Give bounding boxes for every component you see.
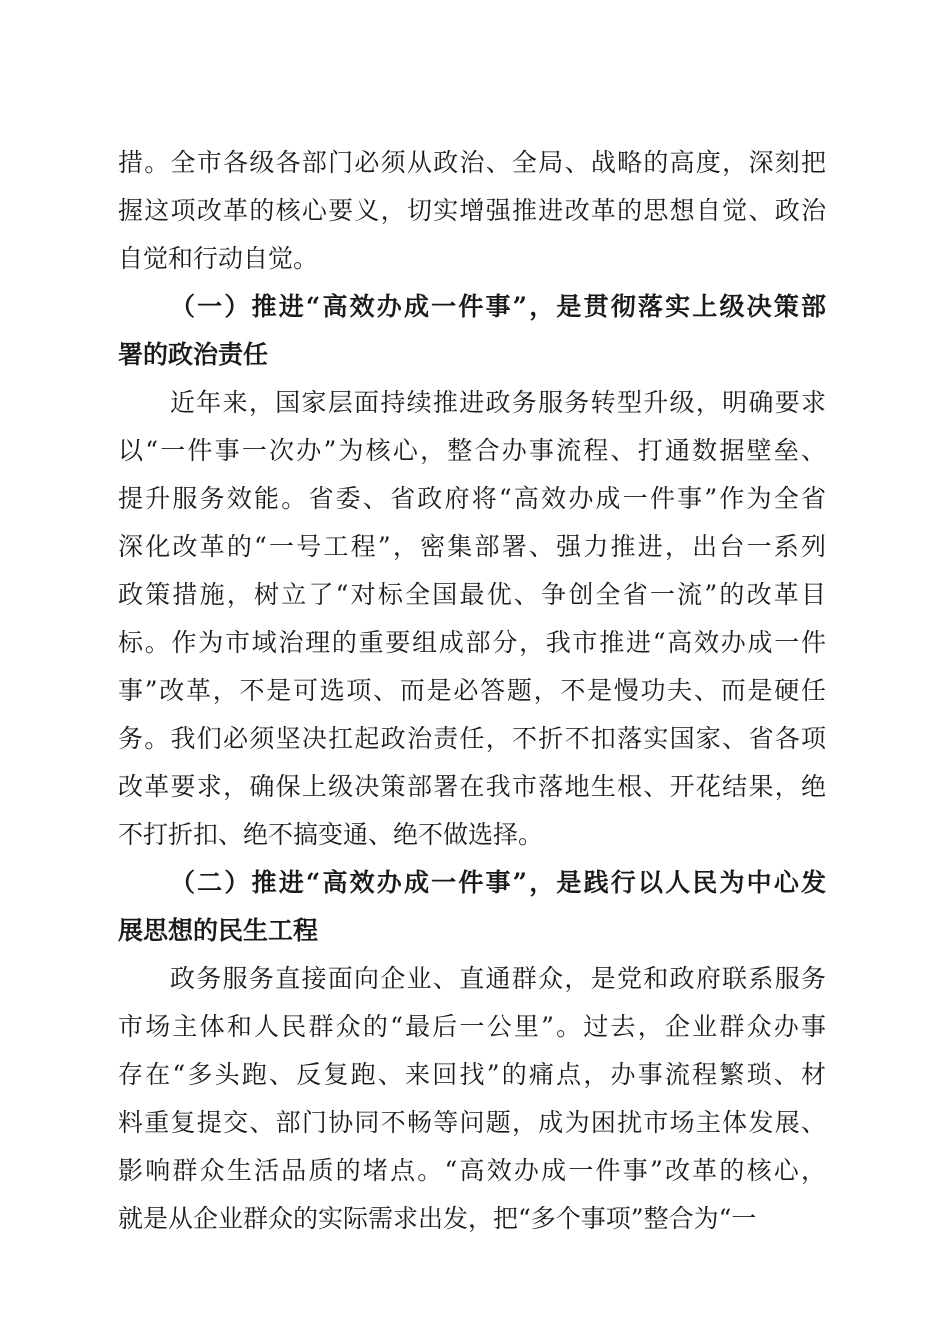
paragraph-line: 事”改革，不是可选项、而是必答题，不是慢功夫、而是硬任 — [118, 676, 826, 705]
paragraph-line: 影响群众生活品质的堵点。“高效办成一件事”改革的核心， — [118, 1156, 826, 1185]
heading-line: 署的政治责任 — [118, 340, 269, 369]
paragraph-line: 就是从企业群众的实际需求出发，把“多个事项”整合为“一 — [118, 1204, 757, 1233]
section-heading — [118, 283, 826, 379]
paragraph-line: 不打折扣、绝不搞变通、绝不做选择。 — [118, 820, 544, 849]
paragraph-line: 近年来，国家层面持续推进政务服务转型升级，明确要求 — [170, 388, 826, 417]
paragraph-line: 提升服务效能。省委、省政府将“高效办成一件事”作为全省 — [118, 484, 826, 513]
paragraph-line: 料重复提交、部门协同不畅等问题，成为困扰市场主体发展、 — [118, 1108, 826, 1137]
paragraph-line: 市场主体和人民群众的“最后一公里”。过去，企业群众办事 — [118, 1012, 826, 1041]
paragraph-line: 存在“多头跑、反复跑、来回找”的痛点，办事流程繁琐、材 — [118, 1060, 826, 1089]
paragraph-line: 以“一件事一次办”为核心，整合办事流程、打通数据壁垒、 — [118, 436, 826, 465]
paragraph-line: 政务服务直接面向企业、直通群众，是党和政府联系服务 — [170, 964, 826, 993]
heading-line: （一）推进“高效办成一件事”，是贯彻落实上级决策部 — [170, 292, 826, 321]
paragraph-line: 务。我们必须坚决扛起政治责任，不折不扣落实国家、省各项 — [118, 724, 826, 753]
body-paragraph — [118, 955, 826, 1243]
heading-line: 展思想的民生工程 — [118, 916, 319, 945]
paragraph-line: 措。全市各级各部门必须从政治、全局、战略的高度，深刻把 — [118, 148, 826, 177]
heading-line: （二）推进“高效办成一件事”，是践行以人民为中心发 — [170, 868, 826, 897]
paragraph-line: 深化改革的“一号工程”，密集部署、强力推进，出台一系列 — [118, 532, 826, 561]
paragraph-line: 握这项改革的核心要义，切实增强推进改革的思想自觉、政治 — [118, 196, 826, 225]
body-paragraph — [118, 139, 826, 283]
paragraph-line: 改革要求，确保上级决策部署在我市落地生根、开花结果，绝 — [118, 772, 826, 801]
section-heading — [118, 859, 826, 955]
body-paragraph — [118, 379, 826, 859]
document-body — [118, 139, 826, 1243]
paragraph-line: 标。作为市域治理的重要组成部分，我市推进“高效办成一件 — [118, 628, 826, 657]
paragraph-line: 自觉和行动自觉。 — [118, 244, 319, 273]
paragraph-line: 政策措施，树立了“对标全国最优、争创全省一流”的改革目 — [118, 580, 826, 609]
